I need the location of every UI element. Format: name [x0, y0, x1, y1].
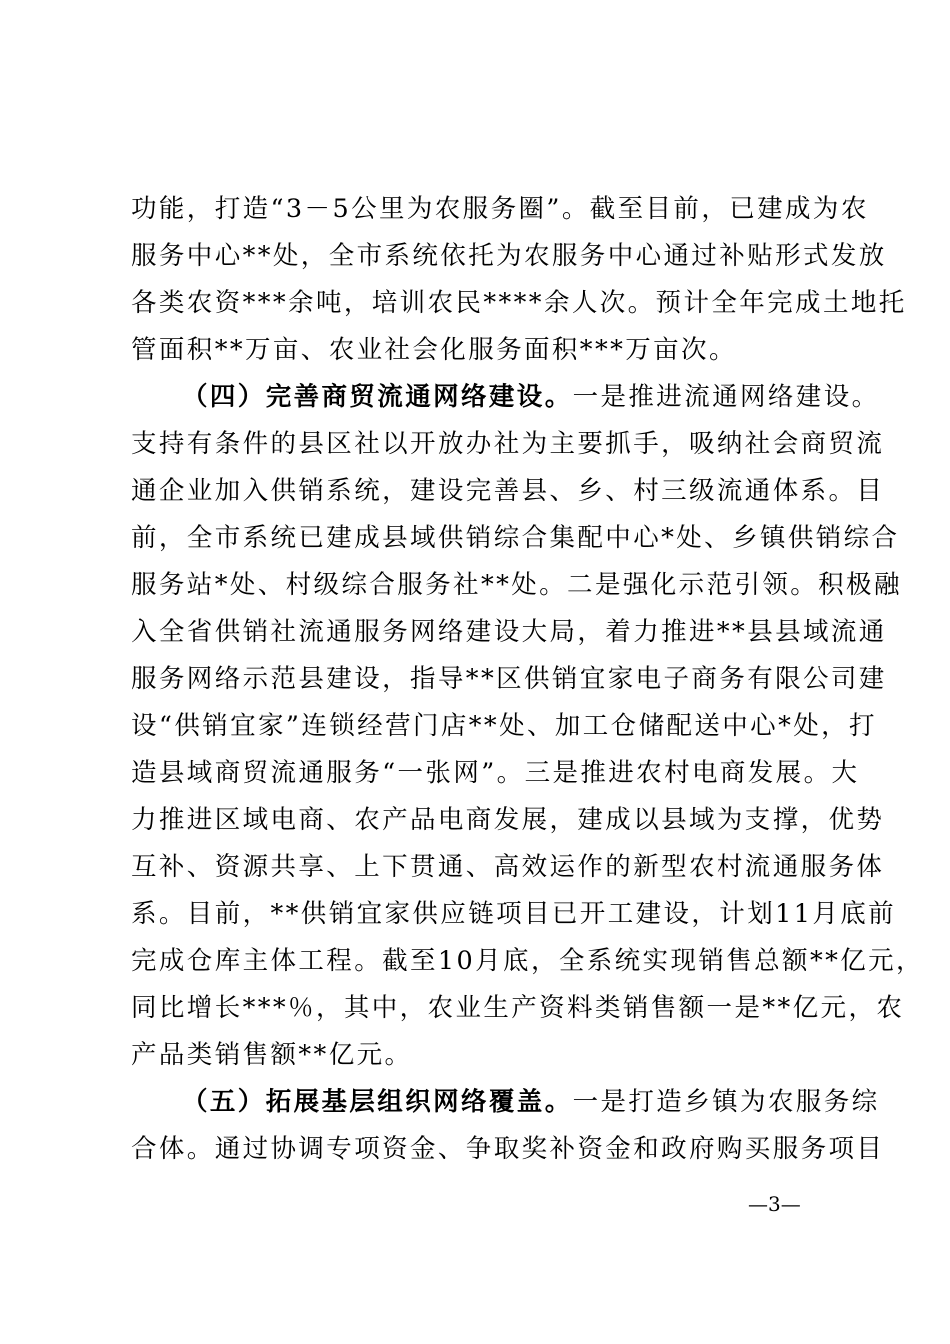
body-line: 服务中心**处，全市系统依托为农服务中心通过补贴形式发放	[131, 241, 887, 271]
section-5-first-line	[182, 1087, 902, 1117]
body-line: 服务站*处、村级综合服务社**处。二是强化示范引领。积极融	[131, 570, 902, 600]
body-line: 完成仓库主体工程。截至10月底，全系统实现销售总额**亿元，	[131, 946, 924, 976]
body-line: 功能，打造“3－5公里为农服务圈”。截至目前，已建成为农	[131, 194, 869, 224]
section-4-first-line	[182, 382, 902, 412]
body-line: 系。目前，**供销宜家供应链项目已开工建设，计划11月底前	[131, 899, 897, 929]
body-line: 通企业加入供销系统，建设完善县、乡、村三级流通体系。目	[131, 476, 885, 506]
body-line: 造县域商贸流通服务“一张网”。三是推进农村电商发展。大	[131, 758, 860, 788]
body-line: 管面积**万亩、农业社会化服务面积***万亩次。	[131, 335, 737, 365]
body-line: 同比增长***％，其中，农业生产资料类销售额一是**亿元，农	[131, 993, 905, 1023]
section-5-text: 一是打造乡镇为农服务综	[572, 1087, 880, 1117]
body-line: 互补、资源共享、上下贯通、高效运作的新型农村流通服务体	[131, 852, 885, 882]
body-line: 各类农资***余吨，培训农民****余人次。预计全年完成土地托	[131, 288, 907, 318]
section-4-heading: （四）完善商贸流通网络建设。	[182, 382, 573, 412]
body-line: 产品类销售额**亿元。	[131, 1040, 413, 1070]
body-line: 前，全市系统已建成县域供销综合集配中心*处、乡镇供销综合	[131, 523, 900, 553]
page-number: —3—	[748, 1192, 801, 1216]
section-5-heading: （五）拓展基层组织网络覆盖。	[182, 1087, 573, 1117]
body-line: 合体。通过协调专项资金、争取奖补资金和政府购买服务项目	[131, 1134, 885, 1164]
body-line: 力推进区域电商、农产品电商发展，建成以县域为支撑，优势	[131, 805, 885, 835]
body-line: 设“供销宜家”连锁经营门店**处、加工仓储配送中心*处，打	[131, 711, 877, 741]
section-4-text: 一是推进流通网络建设。	[572, 382, 880, 412]
body-line: 入全省供销社流通服务网络建设大局，着力推进**县县域流通	[131, 617, 887, 647]
body-line: 服务网络示范县建设，指导**区供销宜家电子商务有限公司建	[131, 664, 887, 694]
body-line: 支持有条件的县区社以开放办社为主要抓手，吸纳社会商贸流	[131, 429, 885, 459]
